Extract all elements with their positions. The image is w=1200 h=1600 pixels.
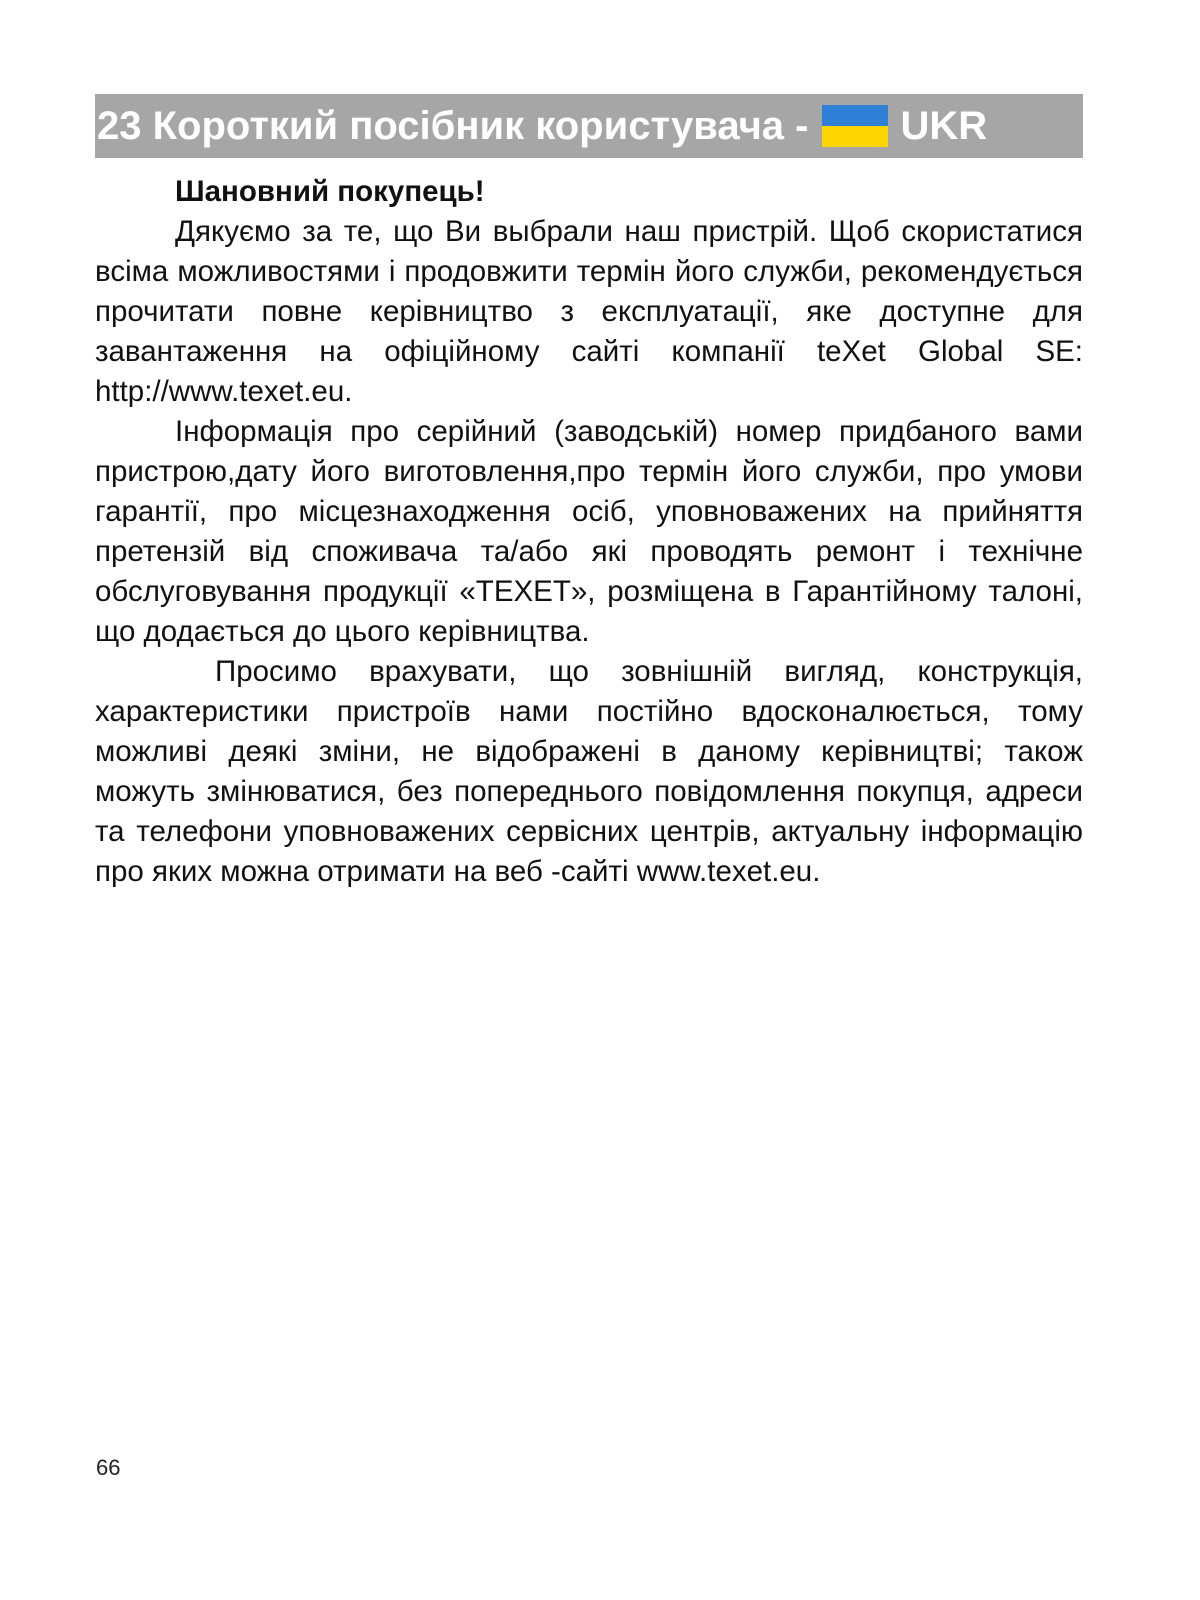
body-text bbox=[95, 172, 1083, 892]
flag-yellow-stripe bbox=[822, 126, 888, 147]
paragraph-changes-notice: Просимо врахувати, що зовнішній вигляд, конструкція, характеристики пристроїв нами постійно вдосконалюється, тому можливі деякі зміни, не відображені в даному керівництві; також можуть змінюватися, без попереднього повідомлення покупця, адреси та телефони уповноважених сервісних центрів, актуальну інформацію про яких можна отримати на веб -сайті www.texet.eu. bbox=[95, 655, 1083, 888]
manual-page bbox=[95, 94, 1083, 892]
ukraine-flag-icon bbox=[822, 105, 888, 147]
paragraph-warranty-info: Інформація про серійний (заводськiй) номер придбаного вами пристрою,дату його виготовлення,про термін його служби, про умови гарантії, про місцезнаходження осіб, уповноважених на прийняття претензій від споживача та/або які проводять ремонт і технічне обслуговування продукції «TEXET», розміщена в Гарантійному талоні, що додається до цього керівництва. bbox=[95, 415, 1083, 648]
greeting: Шановний покупець! bbox=[175, 175, 485, 208]
page-number: 66 bbox=[96, 1455, 121, 1480]
section-title: 23 Короткий посібник користувача - bbox=[97, 104, 809, 148]
flag-blue-stripe bbox=[822, 105, 888, 126]
language-code: UKR bbox=[900, 104, 988, 148]
paragraph-thanks: Дякуємо за те, що Ви выбрали наш пристрій. Щоб скористатися всіма можливостями і продовжити термін його служби, рекомендується прочитати повне керівництво з експлуатації, яке доступне для завантаження на офіційному сайті компанії teXet Global SE: http://www.texet.eu. bbox=[95, 215, 1083, 408]
section-header bbox=[95, 94, 1083, 158]
